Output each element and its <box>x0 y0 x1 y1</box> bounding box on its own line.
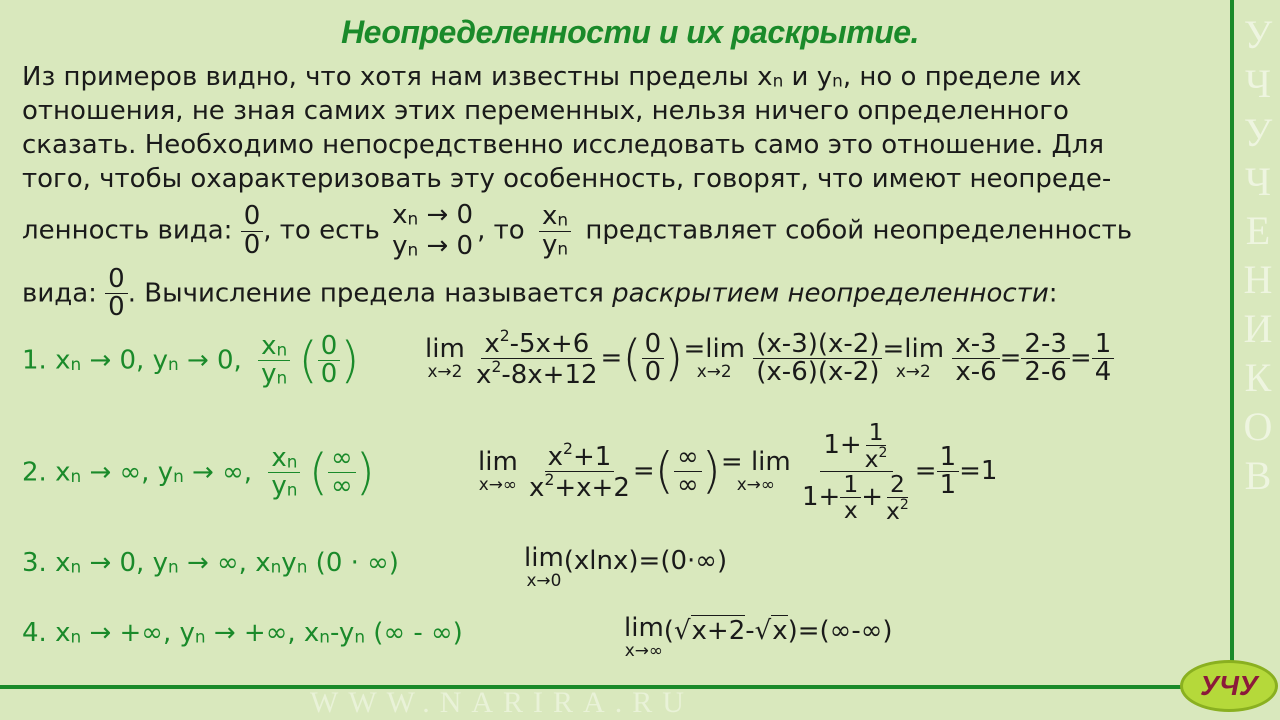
example-4: lim x→∞ (√x+2-√x)=(∞-∞) <box>624 613 893 661</box>
vertical-watermark: УЧУЧЕНИКОВ <box>1243 12 1273 498</box>
paragraph-line-1: Из примеров видно, что хотя нам известны пределы xn и yn, но о пределе их <box>22 62 1082 92</box>
example-2: lim x→∞ $\frac{x^2+1}{x^2+x+2}$ =( $\frac{\infty}{\infty}$ ) = lim x→∞ 1+ $\frac{1}{x^2}$ 1+ $\frac{1}{x}$ + $\frac{2}{x^2}$ = $\frac{1}{1}$ =1 <box>478 418 998 525</box>
limits-stack: xn → 0 yn → 0 <box>392 200 474 262</box>
fraction-xn-yn: $\frac{xn}{yn}$ <box>539 203 571 259</box>
right-border-line <box>1230 0 1234 690</box>
slide-title: Неопределенности и их раскрытие. <box>341 14 919 50</box>
paragraph-line-3: сказать. Необходимо непосредственно исследовать само это отношение. Для <box>22 130 1105 160</box>
case-3: 3. xn → 0, yn → ∞, xnyn (0 · ∞) <box>22 548 399 578</box>
example-3: lim x→0 (xlnx)=(0·∞) <box>524 543 728 591</box>
fraction-zero-zero: $\frac{0}{0}$ <box>241 203 264 259</box>
case-2: 2. xn → ∞, yn → ∞, $\frac{xn}{yn}$ ( $\frac{\infty}{\infty}$ ) <box>22 443 375 502</box>
paragraph-line-6: вида: $\frac{0}{0}$ . Вычисление предела называется раскрытием неопределенности: <box>22 264 1058 323</box>
logo: УЧУ <box>1180 660 1278 712</box>
url-watermark: WWW.NARIRA.RU <box>310 686 694 719</box>
paragraph-line-2: отношения, не зная самих этих переменных, нельзя ничего определенного <box>22 96 1069 126</box>
paragraph-line-4: того, чтобы охарактеризовать эту особенность, говорят, что имеют неопреде- <box>22 164 1112 194</box>
paragraph-line-5: ленность вида: $\frac{0}{0}$ , то есть xn → 0 yn → 0 , то $\frac{xn}{yn}$ представляет собой неопределенность <box>22 200 1133 262</box>
case-1: 1. xn → 0, yn → 0, $\frac{xn}{yn}$ ( $\frac{0}{0}$ ) <box>22 331 360 390</box>
example-1: lim x→2 $\frac{x^2-5x+6}{x^2-8x+12}$ =( $\frac{0}{0}$ ) =lim x→2 $\frac{(x-3)(x-2)}{(x-6)(x-2)}$ =lim x→2 $\frac{x-3}{x-6}$ = $\frac{2-3}{2-6}$ = $\frac{1}{4}$ <box>425 328 1114 389</box>
fraction-zero-zero-2: $\frac{0}{0}$ <box>105 266 128 322</box>
case-4: 4. xn → +∞, yn → +∞, xn-yn (∞ - ∞) <box>22 618 463 648</box>
